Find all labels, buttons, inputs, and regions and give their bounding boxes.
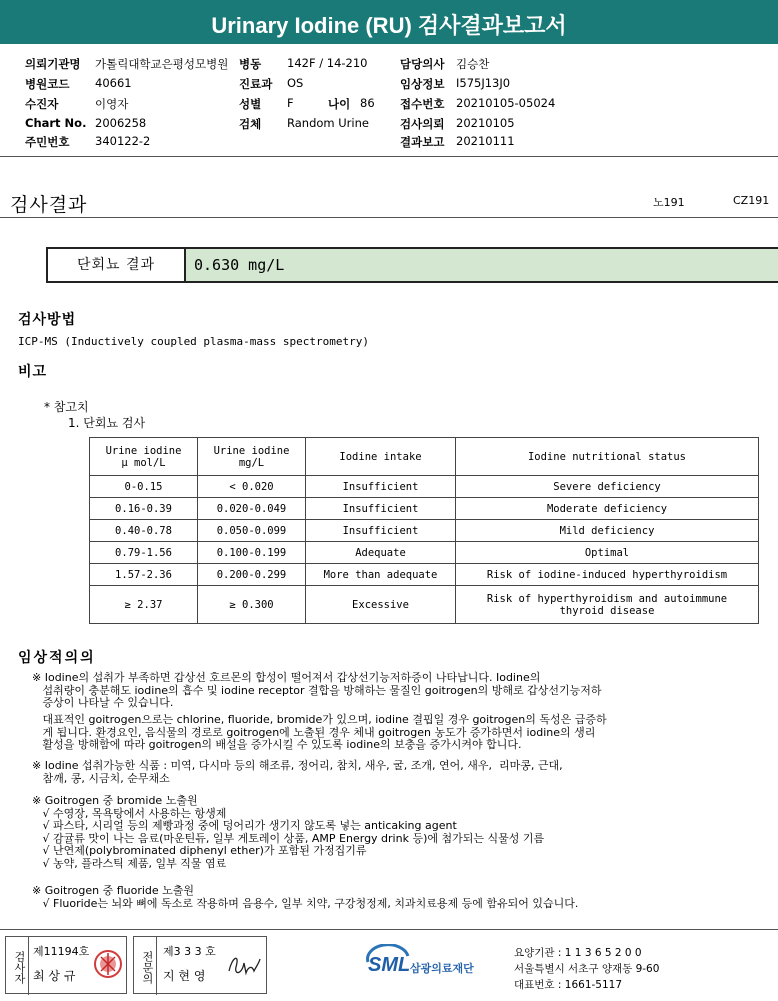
table-cell: Risk of hyperthyroidism and autoimmune thyroid disease [456,586,759,624]
result-divider [0,217,778,218]
table-cell: Severe deficiency [456,476,759,498]
clinical-bromide-sources: ※ Goitrogen 중 bromide 노출원 √ 수영장, 목욕탕에서 사용하는 항생제 √ 파스타, 시리얼 등의 제빵과정 중에 덩어리가 생기지 않도록 넣는 anticaking agent √ 감귤류 맛이 나는 음료(마운틴듀, 일부 게토레이 상품, AMP Energy drink 등)에 첨가되는 식물성 기름 √ 난연제(polybrominated diphenyl ether)가 포함된 가정집기류 √ 농약, 플라스틱 제품, 일부 직물 염료 [32,794,545,870]
section-result-title: 검사결과 [10,194,88,216]
table-cell: Excessive [306,586,456,624]
header-value: F [287,96,294,110]
table-cell: More than adequate [306,564,456,586]
header-value: 이영자 [95,97,129,111]
header-divider [0,156,778,157]
facility-code: 요양기관 : 1 1 3 6 5 2 0 0 [514,947,642,959]
header-value: 20210111 [456,134,515,148]
examiner-name: 최 상 규 [33,969,76,983]
table-cell: < 0.020 [198,476,306,498]
table-row [90,542,759,564]
specialist-signature [226,949,262,981]
table-cell: Mild deficiency [456,520,759,542]
code-right: CZ191 [733,194,770,207]
header-value: 40661 [95,76,132,90]
table-cell: ≥ 2.37 [90,586,198,624]
header-value: 142F / 14-210 [287,56,368,70]
table-cell: Adequate [306,542,456,564]
method-text: ICP-MS (Inductively coupled plasma-mass spectrometry) [18,335,369,348]
reference-subtitle: 1. 단회뇨 검사 [68,416,146,430]
table-cell: Optimal [456,542,759,564]
clinical-title: 임상적의의 [18,650,96,666]
clinical-paragraph-1: ※ Iodine의 섭취가 부족하면 갑상선 호르몬의 합성이 떨어져서 갑상선기능저하증이 나타납니다. Iodine의 섭취량이 충분해도 iodine의 흡수 및 iodine receptor 결합을 방해하는 물질인 goitrogen의 방해로 갑상선기능저하 증상이 나타날 수 있습니다. [32,671,602,709]
header-label: 임상정보 [400,77,445,91]
header-label: 성별 [239,97,262,111]
table-header-cell: Iodine nutritional status [456,438,759,476]
table-row [90,498,759,520]
table-cell: 0.050-0.099 [198,520,306,542]
header-label: 검체 [239,117,262,131]
table-cell: 0.100-0.199 [198,542,306,564]
table-row [90,520,759,542]
note-title: 비고 [18,364,48,380]
result-box [46,247,778,283]
header-label: 접수번호 [400,97,445,111]
table-cell: Insufficient [306,520,456,542]
code-left: 노191 [653,196,685,209]
result-value: 0.630 mg/L [186,249,778,281]
table-cell: 0.79-1.56 [90,542,198,564]
table-cell: 1.57-2.36 [90,564,198,586]
clinical-food-list: ※ Iodine 섭취가능한 식품 : 미역, 다시마 등의 해조류, 정어리, 참치, 새우, 굴, 조개, 연어, 새우, 리마콩, 근대, 참깨, 콩, 시금치, 순무채소 [32,759,563,785]
table-header-cell: Urine iodine μ mol/L [90,438,198,476]
table-cell: 0.200-0.299 [198,564,306,586]
result-label: 단회뇨 결과 [48,249,186,281]
table-header-cell: Iodine intake [306,438,456,476]
specialist-name: 지 현 영 [163,969,206,983]
table-cell: ≥ 0.300 [198,586,306,624]
clinical-paragraph-2: 대표적인 goitrogen으로는 chlorine, fluoride, bromide가 있으며, iodine 결핍일 경우 goitrogen의 독성은 급증하 게 됩니다. 환경요인, 음식물의 경로로 goitrogen에 노출된 경우 체내 goitrogen 농도가 증가하면서 iodine의 생리 활성을 방해함에 따라 goitrogen의 배설을 증가시킬 수 있도록 iodine의 보충을 증가시켜야 합니다. [42,713,607,751]
examiner-license: 제11194호 [33,945,90,958]
header-value: 가톨릭대학교은평성모병원 [95,57,229,71]
clinical-fluoride-sources: ※ Goitrogen 중 fluoride 노출원 √ Fluoride는 뇌와 뼈에 독소로 작용하며 음용수, 일부 치약, 구강청정제, 치과치료용제 등에 함유되어 있습니다. [32,884,579,910]
table-cell: Moderate deficiency [456,498,759,520]
header-value: 340122-2 [95,134,151,148]
examiner-signature-box [5,936,127,994]
header-value: Random Urine [287,116,369,130]
table-cell: 0.40-0.78 [90,520,198,542]
header-value: 2006258 [95,116,147,130]
header-label: Chart No. [25,116,87,130]
table-cell: 0-0.15 [90,476,198,498]
table-cell: 0.020-0.049 [198,498,306,520]
table-cell: Insufficient [306,476,456,498]
sml-org-name: 삼광의료재단 [410,962,474,975]
header-label: 의뢰기관명 [25,57,81,71]
table-cell: 0.16-0.39 [90,498,198,520]
facility-address: 서울특별시 서초구 양재동 9-60 [514,963,660,975]
header-label: 결과보고 [400,135,445,149]
sml-logo-text: SML [368,954,411,976]
header-value: I575J13J0 [456,76,511,90]
header-label: 담당의사 [400,57,445,71]
facility-phone: 대표번호 : 1661-5117 [514,979,623,991]
header-label: 검사의뢰 [400,117,445,131]
table-header-cell: Urine iodine mg/L [198,438,306,476]
header-label: 병원코드 [25,77,70,91]
specialist-license: 제3 3 3 호 [163,945,216,958]
table-row [90,586,759,624]
header-value: OS [287,76,304,90]
reference-table [89,437,759,624]
table-cell: Insufficient [306,498,456,520]
header-label: 주민번호 [25,135,70,149]
header-label: 진료과 [239,77,273,91]
header-value: 20210105-05024 [456,96,556,110]
method-title: 검사방법 [18,312,77,328]
specialist-label: 전문의 [134,937,157,995]
table-row [90,564,759,586]
examiner-seal [93,945,123,983]
header-label: 병동 [239,57,262,71]
header-value: 김승찬 [456,57,490,71]
report-title-bar [0,0,778,44]
table-cell: Risk of iodine-induced hyperthyroidism [456,564,759,586]
footer-divider [0,929,778,930]
report-title: Urinary Iodine (RU) 검사결과보고서 [211,13,567,38]
specialist-signature-box [133,936,267,994]
header-value: 20210105 [456,116,515,130]
examiner-label: 검사자 [6,937,29,995]
header-label: 수진자 [25,97,59,111]
header-value: 86 [360,96,375,110]
header-label: 나이 [328,97,351,111]
table-row [90,476,759,498]
reference-title: * 참고치 [44,400,89,414]
sml-logo [364,944,484,984]
